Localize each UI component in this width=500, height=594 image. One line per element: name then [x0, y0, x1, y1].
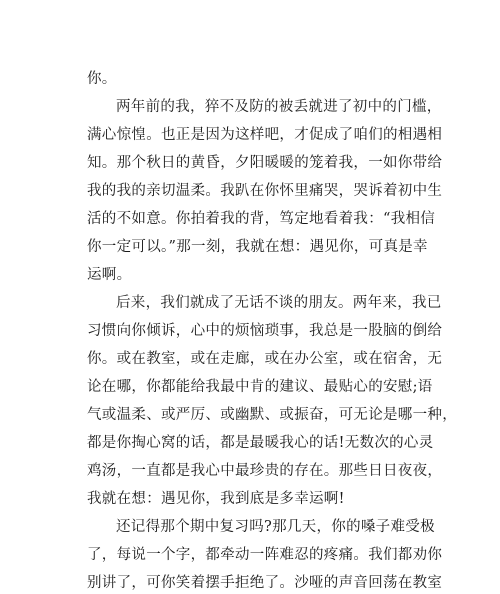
text-line: 习惯向你倾诉，心中的烦恼琐事，我总是一股脑的倒给 [87, 323, 443, 339]
text-line: 别讲了，可你笑着摆手拒绝了。沙哑的声音回荡在教室 [87, 575, 443, 591]
text-line: 我的我的亲切温柔。我趴在你怀里痛哭，哭诉着初中生 [87, 183, 443, 199]
text-line: 知。那个秋日的黄昏，夕阳暖暖的笼着我，一如你带给 [87, 155, 443, 171]
text-line: 我就在想：遇见你，我到底是多幸运啊! [87, 491, 345, 507]
paragraph-start-line: 两年前的我，猝不及防的被丢就进了初中的门槛， [116, 99, 442, 115]
text-line: 论在哪，你都能给我最中肯的建议、最贴心的安慰;语 [87, 379, 433, 395]
text-line: 你。 [87, 71, 117, 87]
text-line: 你一定可以。”那一刻，我就在想：遇见你，可真是幸 [87, 239, 428, 255]
text-line: 鸡汤，一直都是我心中最珍贵的存在。那些日日夜夜， [87, 463, 443, 479]
text-line: 了，每说一个字，都牵动一阵难忍的疼痛。我们都劝你 [87, 547, 443, 563]
text-line: 满心惊惶。也正是因为这样吧，才促成了咱们的相遇相 [87, 127, 443, 143]
text-line: 活的不如意。你拍着我的背，笃定地看着我：“我相信 [87, 211, 436, 227]
text-line: 运啊。 [87, 267, 132, 283]
text-line: 你。或在教室，或在走廊，或在办公室，或在宿舍，无 [87, 351, 443, 367]
paragraph-start-line: 后来，我们就成了无话不谈的朋友。两年来，我已 [116, 295, 442, 311]
text-line: 都是你掏心窝的话，都是最暖我心的话!无数次的心灵 [87, 435, 434, 451]
paragraph-start-line: 还记得那个期中复习吗?那几天，你的嗓子难受极 [116, 519, 435, 535]
text-line: 气或温柔、或严厉、或幽默、或振奋，可无论是哪一种， [87, 407, 457, 423]
